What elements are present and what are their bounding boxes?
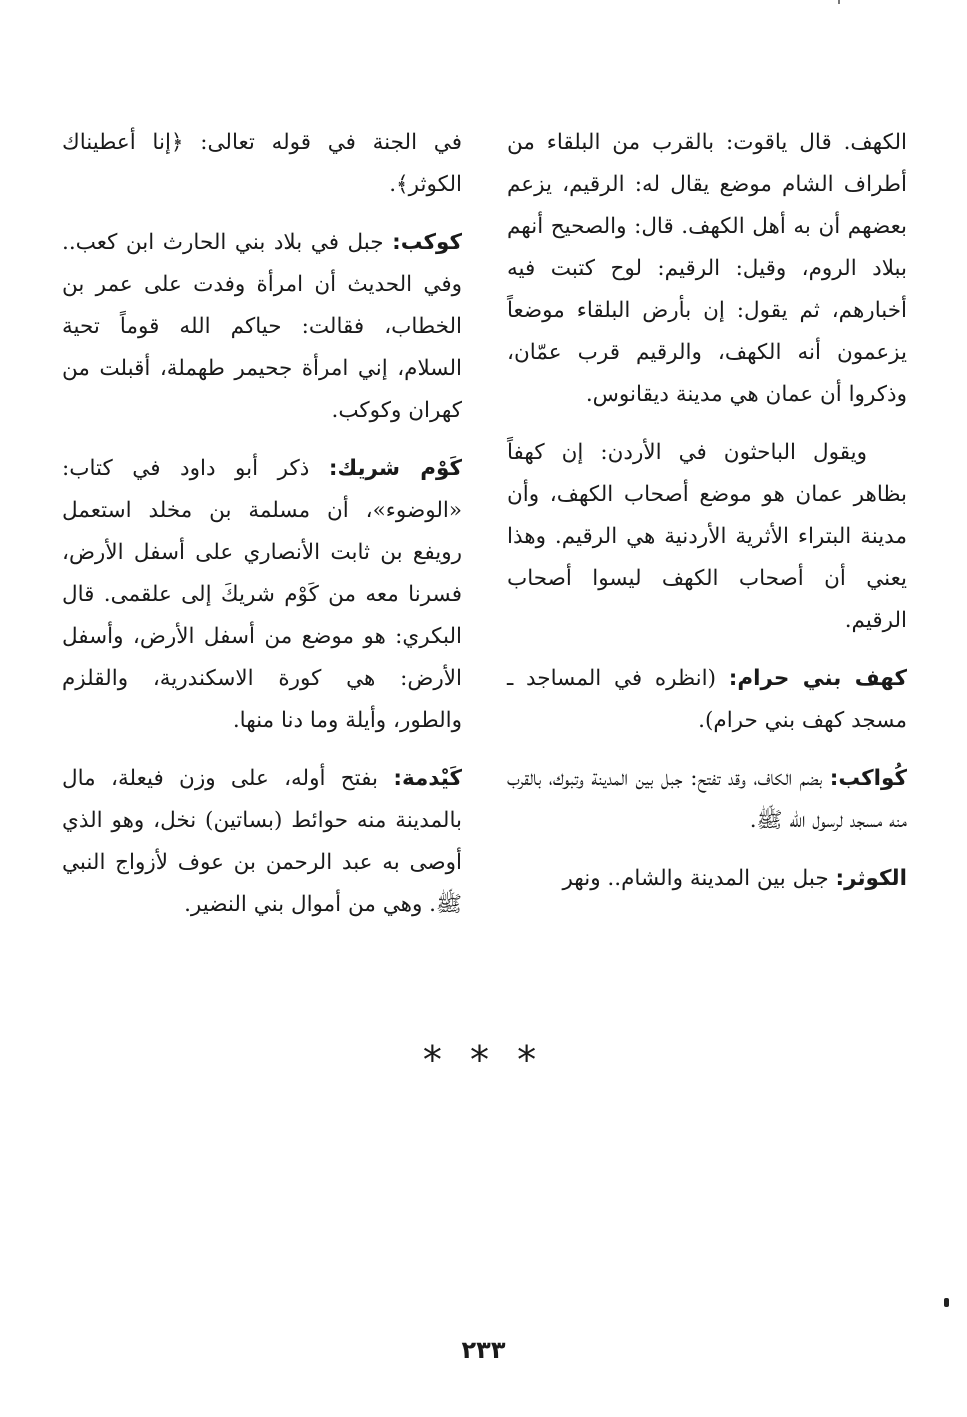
entry-text: ذكر أبو داود في كتاب: «الوضوء»، أن مسلمة بن مخلد استعمل رويفع بن ثابت الأنصاري على أسفل الأرض، فسرنا معه من كَوْم شريكَ إلى علقمى. قال البكري: هو موضع من أسفل الأرض، وأسفل الأرض: هي كورة الاسكندرية، والقلزم والطور، وأيلة وما دنا منها. [62,456,462,733]
entry-kahf-raqim [507,122,907,416]
entry-text: ويقول الباحثون في الأردن: إن كهفاً بظاهر عمان هو موضع أصحاب الكهف، وأن مدينة البتراء الأثرية الأردنية هي الرقيم. وهذا يعني أن أصحاب الكهف ليسوا أصحاب الرقيم. [507,440,907,633]
entry-text: الكهف. قال ياقوت: بالقرب من البلقاء من أطراف الشام موضع يقال له: الرقيم، يزعم بعضهم أن به أهل الكهف. قال: والصحيح أنهم ببلاد الروم، وقيل: الرقيم: لوح كتبت فيه أخبارهم، ثم يقول: إن بأرض البلقاء موضعاً يزعمون أنه الكهف، والرقيم قرب عمّان، وذكروا أن عمان هي مدينة ديقانوس. [507,130,907,407]
entry-text: جبل في بلاد بني الحارث ابن كعب.. وفي الحديث أن امرأة وفدت على عمر بن الخطاب، فقالت: حياكم الله قوماً تحية السلام، إني امرأة جحيمر طهملة، أقبلت من كهران وكوكب. [62,230,462,423]
entry-text: بفتح أوله، على وزن فيعلة، مال بالمدينة منه حوائط (بساتين) نخل، وهو الذي أوصى به عبد الرحمن بن عوف لأزواج النبي ﷺ. وهي من أموال بني النضير. [62,766,462,917]
left-column [62,122,462,942]
entry-kaydama [62,758,462,926]
entry-kuwakib [507,758,907,842]
section-separator: * * * [422,1038,545,1082]
page-number: ٢٣٣ [461,1336,506,1364]
margin-mark [944,1298,949,1307]
entry-term: كُواكب: [829,766,907,791]
scan-mark [838,0,840,4]
entry-term: الكوثر: [835,866,907,891]
entry-term: كهف بني حرام: [728,666,908,691]
entry-text: جبل بين المدينة والشام.. ونهر [562,866,829,891]
entry-term: كوكب: [392,230,462,255]
entry-researchers-jordan [507,432,907,642]
entry-text: في الجنة في قوله تعالى: ﴿إنا أعطيناك الكوثر﴾. [62,130,462,197]
entry-term: كَيْدمة: [393,766,462,791]
entry-kawm-sharik [62,448,462,742]
entry-kawthar-continued [62,122,462,206]
entry-kawkab [62,222,462,432]
right-column [507,122,907,916]
entry-term: كَوْم شريك: [328,456,462,481]
entry-text: (انظره في المساجد ـ مسجد كهف بني حرام). [507,666,907,733]
entry-kahf-bani-haram [507,658,907,742]
entry-text: بضم الكاف، وقد تفتح: جبل بين المدينة وتبوك، بالقرب منه مسجد لرسول الله ﷺ. [507,766,907,833]
entry-kawthar [507,858,907,900]
